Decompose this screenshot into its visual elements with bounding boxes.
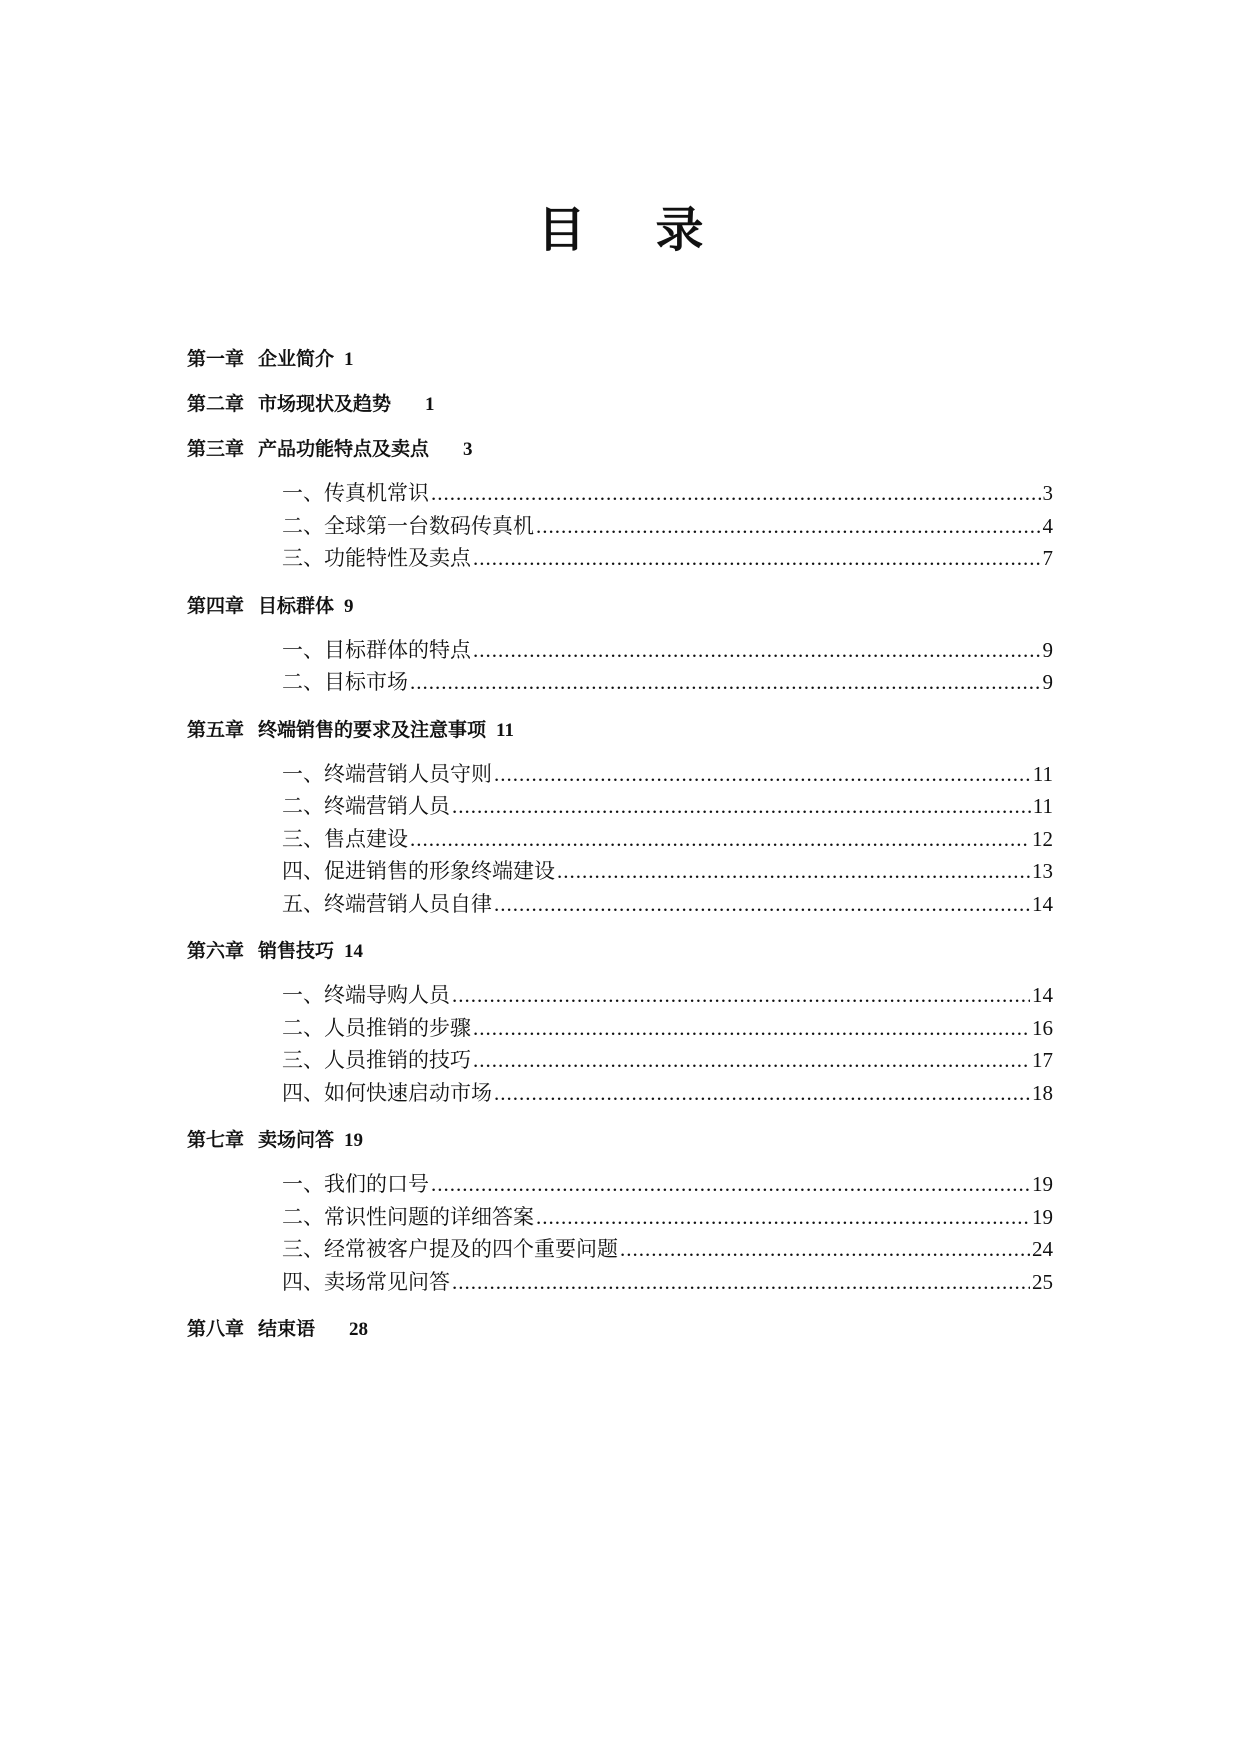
section-page-number: 16	[1032, 1015, 1053, 1040]
toc-section-entry[interactable]	[282, 1233, 1053, 1266]
chapter-title: 市场现状及趋势	[258, 393, 392, 415]
chapter-title: 目标群体	[258, 594, 335, 617]
section-title: 五、终端营销人员自律	[282, 891, 492, 916]
chapter-page-number: 1	[425, 394, 435, 415]
chapter-page-number: 28	[349, 1319, 369, 1340]
chapter-page-number: 9	[344, 595, 354, 617]
dot-leader	[473, 1012, 1030, 1045]
section-page-number: 24	[1032, 1237, 1053, 1261]
section-title: 二、人员推销的步骤	[282, 1015, 471, 1040]
chapter-number: 第八章	[187, 1318, 245, 1340]
toc-chapter[interactable]	[187, 1127, 1053, 1154]
chapter-number: 第七章	[187, 1129, 245, 1151]
chapter-title: 企业简介	[258, 348, 335, 370]
page-title-char-2: 录	[655, 202, 704, 258]
dot-leader	[473, 542, 1041, 575]
dot-leader	[536, 510, 1041, 543]
dot-leader	[431, 477, 1041, 510]
toc-section-entry[interactable]	[282, 979, 1053, 1012]
toc-chapter[interactable]	[187, 1316, 1053, 1343]
chapter-page-number: 19	[344, 1130, 364, 1151]
dot-leader	[494, 1077, 1030, 1110]
toc-chapter[interactable]	[187, 593, 1053, 620]
dot-leader	[494, 888, 1030, 921]
dot-leader	[452, 1266, 1030, 1299]
chapter-title: 产品功能特点及卖点	[258, 438, 430, 460]
section-page-number: 11	[1032, 761, 1053, 786]
chapter-page-number: 11	[496, 719, 514, 741]
toc-section-entry[interactable]	[282, 790, 1053, 823]
section-title: 四、如何快速启动市场	[282, 1080, 492, 1105]
table-of-contents	[187, 346, 1053, 1361]
section-title: 三、人员推销的技巧	[282, 1048, 471, 1072]
section-title: 一、我们的口号	[282, 1172, 429, 1196]
section-page-number: 25	[1032, 1269, 1053, 1294]
toc-section-entry[interactable]	[282, 1168, 1053, 1201]
section-page-number: 13	[1032, 859, 1053, 883]
section-page-number: 14	[1032, 891, 1053, 916]
section-page-number: 18	[1032, 1080, 1053, 1105]
dot-leader	[473, 1044, 1030, 1077]
chapter-sections	[282, 1168, 1053, 1298]
section-title: 二、全球第一台数码传真机	[282, 513, 534, 538]
dot-leader	[410, 666, 1041, 699]
dot-leader	[431, 1168, 1030, 1201]
section-page-number: 17	[1032, 1048, 1053, 1072]
chapter-page-number: 14	[344, 941, 364, 962]
section-title: 一、终端营销人员守则	[282, 761, 492, 786]
section-title: 四、促进销售的形象终端建设	[282, 859, 555, 883]
toc-chapter[interactable]	[187, 717, 1053, 744]
section-page-number: 11	[1032, 794, 1053, 818]
chapter-sections	[282, 758, 1053, 921]
section-title: 一、目标群体的特点	[282, 637, 471, 662]
chapter-sections	[282, 634, 1053, 699]
toc-section-entry[interactable]	[282, 542, 1053, 575]
toc-section-entry[interactable]	[282, 823, 1053, 856]
chapter-sections	[282, 979, 1053, 1109]
toc-section-entry[interactable]	[282, 1012, 1053, 1045]
toc-section-entry[interactable]	[282, 634, 1053, 667]
section-page-number: 7	[1042, 546, 1053, 570]
section-page-number: 4	[1042, 513, 1053, 538]
toc-chapter[interactable]	[187, 938, 1053, 965]
dot-leader	[494, 758, 1031, 791]
chapter-number: 第六章	[187, 940, 245, 962]
chapter-title: 卖场问答	[258, 1129, 335, 1151]
section-title: 三、售点建设	[282, 826, 408, 851]
toc-section-entry[interactable]	[282, 666, 1053, 699]
toc-chapter[interactable]	[187, 346, 1053, 373]
dot-leader	[536, 1201, 1030, 1234]
section-page-number: 9	[1042, 670, 1053, 694]
chapter-number: 第五章	[187, 718, 245, 741]
section-title: 四、卖场常见问答	[282, 1269, 450, 1294]
dot-leader	[410, 823, 1030, 856]
section-title: 二、目标市场	[282, 670, 408, 694]
section-page-number: 19	[1032, 1204, 1053, 1229]
toc-section-entry[interactable]	[282, 855, 1053, 888]
section-page-number: 9	[1042, 637, 1053, 662]
chapter-number: 第二章	[187, 393, 245, 415]
section-page-number: 12	[1032, 826, 1053, 851]
section-title: 一、传真机常识	[282, 481, 429, 505]
dot-leader	[557, 855, 1030, 888]
section-title: 一、终端导购人员	[282, 983, 450, 1007]
chapter-title: 终端销售的要求及注意事项	[258, 718, 487, 741]
section-page-number: 14	[1032, 983, 1053, 1007]
section-title: 二、常识性问题的详细答案	[282, 1204, 534, 1229]
page-title-char-1: 目	[537, 202, 586, 258]
chapter-number: 第四章	[187, 594, 245, 617]
section-page-number: 3	[1042, 481, 1053, 505]
toc-section-entry[interactable]	[282, 1266, 1053, 1299]
toc-section-entry[interactable]	[282, 477, 1053, 510]
section-title: 二、终端营销人员	[282, 794, 450, 818]
dot-leader	[473, 634, 1041, 667]
chapter-sections	[282, 477, 1053, 575]
page-title	[0, 200, 1241, 260]
toc-chapter[interactable]	[187, 436, 1053, 463]
dot-leader	[452, 979, 1030, 1012]
toc-section-entry[interactable]	[282, 510, 1053, 543]
chapter-page-number: 3	[463, 439, 473, 460]
chapter-title: 销售技巧	[258, 940, 335, 962]
chapter-number: 第三章	[187, 438, 245, 460]
chapter-number: 第一章	[187, 348, 245, 370]
toc-chapter[interactable]	[187, 391, 1053, 418]
section-page-number: 19	[1032, 1172, 1053, 1196]
section-title: 三、功能特性及卖点	[282, 546, 471, 570]
toc-section-entry[interactable]	[282, 758, 1053, 791]
dot-leader	[620, 1233, 1030, 1266]
toc-section-entry[interactable]	[282, 1077, 1053, 1110]
toc-section-entry[interactable]	[282, 1201, 1053, 1234]
section-title: 三、经常被客户提及的四个重要问题	[282, 1237, 618, 1261]
dot-leader	[452, 790, 1031, 823]
chapter-page-number: 1	[344, 349, 354, 370]
toc-section-entry[interactable]	[282, 888, 1053, 921]
toc-section-entry[interactable]	[282, 1044, 1053, 1077]
chapter-title: 结束语	[258, 1318, 316, 1340]
